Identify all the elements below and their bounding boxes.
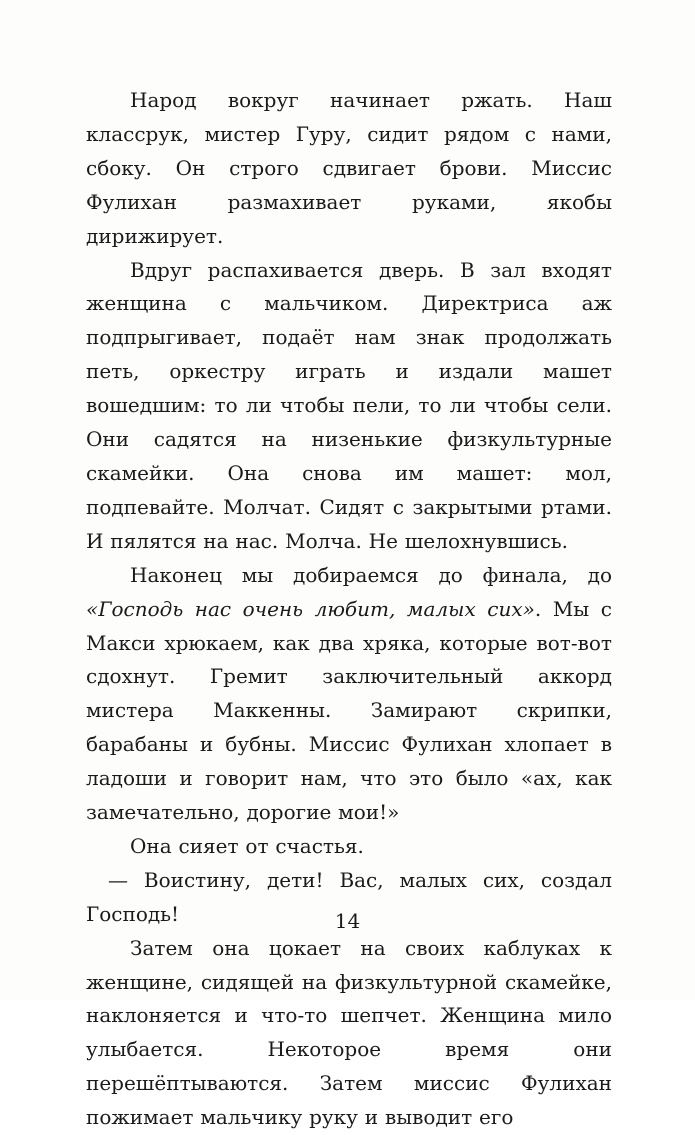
paragraph-3 [86, 559, 612, 830]
paragraph-4: Она сияет от счастья. [130, 833, 364, 858]
dialogue-line: — Воистину, дети! Вас, малых сих, создал Господь! [86, 867, 612, 926]
paragraph-2: Вдруг распахивается дверь. В зал входят женщина с мальчиком. Директриса аж подпрыгивает, подаёт нам знак продолжать петь, оркестру играть и издали машет вошедшим: то ли чтобы пели, то ли чтобы сели. Они садятся на низенькие физкультурные скамейки. Она снова им машет: мол, подпевайте. Молчат. Сидят с закрытыми ртами. И пялятся на нас. Молча. Не шелохнувшись. [86, 257, 612, 553]
page-number: 14 [334, 909, 361, 933]
paragraph-3-after: . Мы с Макси хрюкаем, как два хряка, которые вот-вот сдохнут. Гремит заключительный аккорд мистера Маккенны. Замирают скрипки, барабаны и бубны. Миссис Фулихан хлопает в ладоши и говорит нам, что это было «ах, как замечательно, дорогие мои!» [86, 596, 613, 825]
paragraph-6: Затем она цокает на своих каблуках к женщине, сидящей на физкультурной скамейке, наклоняется и что-то шепчет. Женщина мило улыбается. Некоторое время они перешёптываются. Затем миссис Фулихан пожимает мальчику руку и выводит его [86, 935, 612, 1130]
paragraph-1: Народ вокруг начинает ржать. Наш классрук, мистер Гуру, сидит рядом с нами, сбоку. Он строго сдвигает брови. Миссис Фулихан размахивает руками, якобы дирижирует. [86, 88, 612, 248]
paragraph-3-before: Наконец мы добираемся до финала, до [130, 562, 612, 587]
body-text [86, 84, 612, 1135]
song-title-italic: «Господь нас очень любит, малых сих» [86, 596, 535, 621]
